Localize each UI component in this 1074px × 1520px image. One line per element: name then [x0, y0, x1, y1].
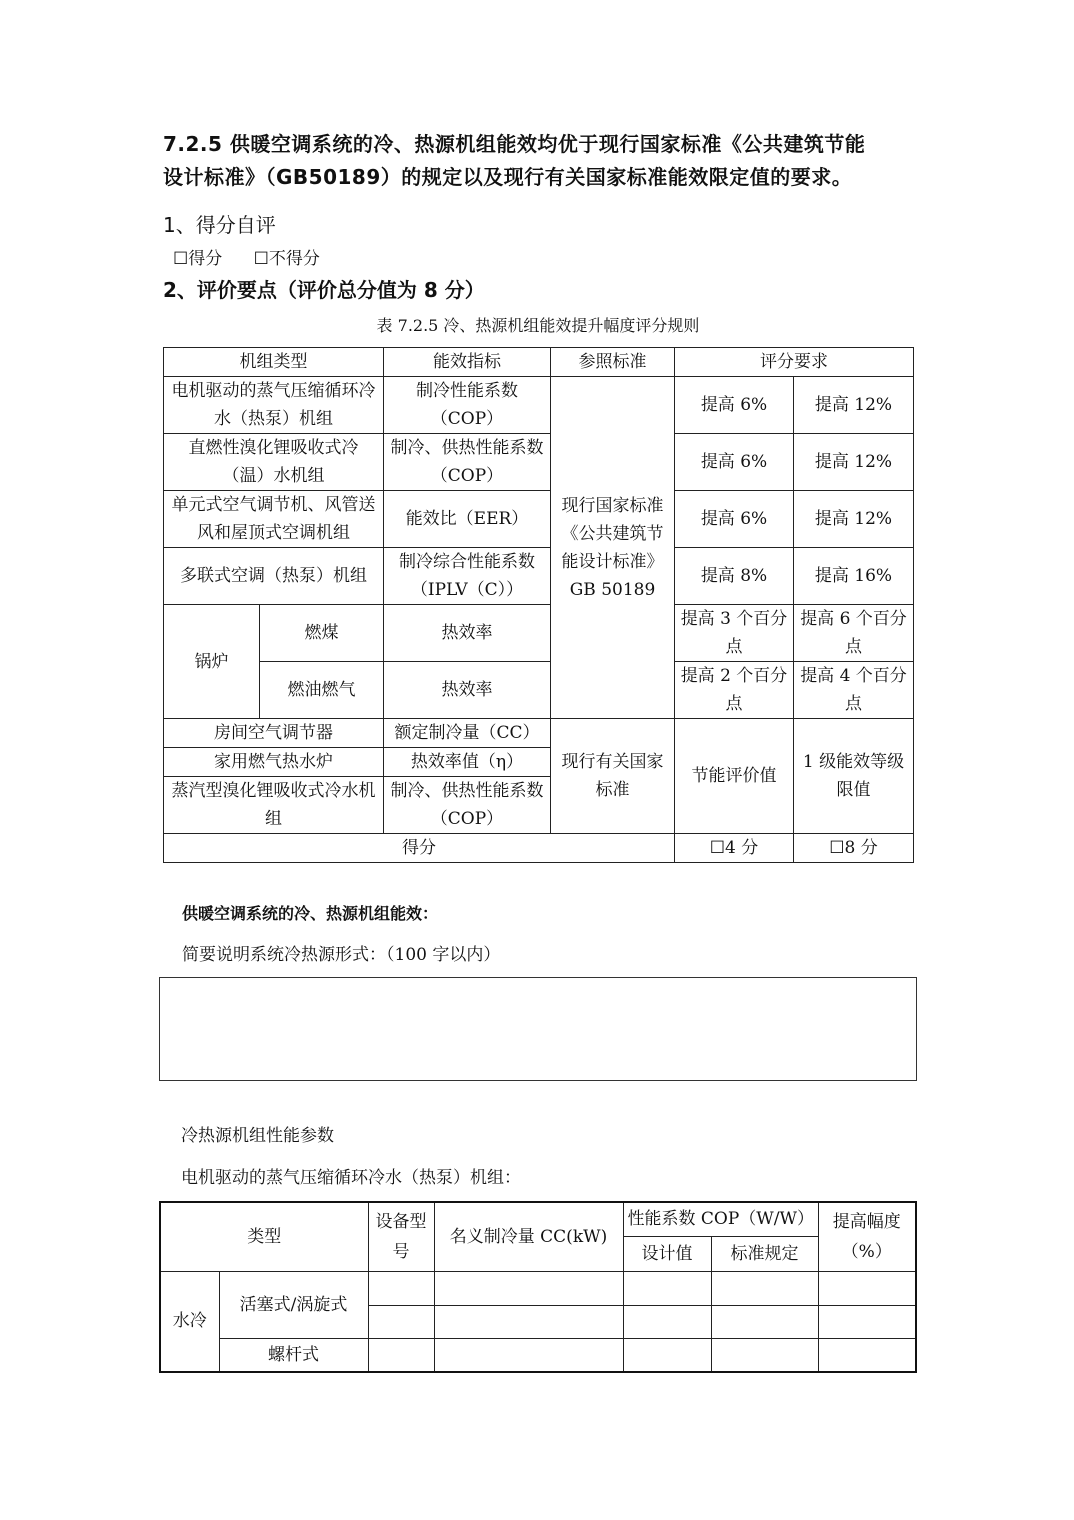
params-title: 冷热源机组性能参数	[181, 1126, 334, 1146]
capacity-input[interactable]	[434, 1338, 623, 1372]
piston-scroll-cell: 活塞式/涡旋式	[219, 1271, 368, 1338]
indicator-cell: 热效率	[384, 662, 551, 719]
description-label: 简要说明系统冷热源形式：（100 字以内）	[182, 945, 501, 965]
increase-input[interactable]	[818, 1338, 916, 1372]
header-increase: 提高幅度（%）	[818, 1202, 916, 1271]
requirement-cell: 1 级能效等级限值	[794, 719, 914, 834]
score-checkbox[interactable]: ☐得分	[173, 249, 223, 269]
performance-params-table	[159, 1201, 917, 1373]
requirement-cell: 提高 6%	[675, 434, 794, 491]
header-model: 设备型号	[368, 1202, 434, 1271]
header-requirement: 评分要求	[675, 348, 914, 377]
table-row	[164, 719, 914, 748]
table-row	[160, 1338, 916, 1372]
indicator-cell: 热效率	[384, 605, 551, 662]
unit-type-cell: 直燃性溴化锂吸收式冷（温）水机组	[164, 434, 384, 491]
header-design-value: 设计值	[623, 1236, 711, 1271]
header-indicator: 能效指标	[384, 348, 551, 377]
requirement-cell: 提高 6 个百分点	[794, 605, 914, 662]
score-row	[164, 834, 914, 863]
requirement-cell: 提高 6%	[675, 377, 794, 434]
table-row	[164, 548, 914, 605]
description-textbox[interactable]	[159, 977, 917, 1081]
table-caption: 表 7.2.5 冷、热源机组能效提升幅度评分规则	[376, 316, 700, 335]
requirement-cell: 提高 8%	[675, 548, 794, 605]
model-input[interactable]	[368, 1338, 434, 1372]
heading-line-2: 设计标准》（GB50189）的规定以及现行有关国家标准能效限定值的要求。	[163, 165, 853, 189]
section-heading	[163, 128, 923, 194]
requirement-cell: 提高 4 个百分点	[794, 662, 914, 719]
heading-line-1: 7.2.5 供暖空调系统的冷、热源机组能效均优于现行国家标准《公共建筑节能	[163, 132, 866, 156]
requirement-cell: 提高 12%	[794, 434, 914, 491]
requirement-cell: 提高 16%	[794, 548, 914, 605]
capacity-input[interactable]	[434, 1271, 623, 1305]
design-value-input[interactable]	[623, 1338, 711, 1372]
indicator-cell: 能效比（EER）	[384, 491, 551, 548]
no-score-checkbox[interactable]: ☐不得分	[253, 249, 320, 269]
reference-standard-cell: 现行国家标准《公共建筑节能设计标准》GB 50189	[551, 377, 675, 719]
unit-type-cell: 家用燃气热水炉	[164, 748, 384, 777]
design-value-input[interactable]	[623, 1305, 711, 1338]
scoring-rules-table	[163, 347, 914, 863]
requirement-cell: 节能评价值	[675, 719, 794, 834]
self-score-options	[173, 246, 346, 272]
indicator-cell: 制冷、供热性能系数（COP）	[384, 434, 551, 491]
header-reference: 参照标准	[551, 348, 675, 377]
water-cooled-cell: 水冷	[160, 1271, 219, 1372]
unit-type-cell: 蒸汽型溴化锂吸收式冷水机组	[164, 777, 384, 834]
efficiency-title: 供暖空调系统的冷、热源机组能效：	[182, 904, 439, 923]
unit-type-cell: 单元式空气调节机、风管送风和屋顶式空调机组	[164, 491, 384, 548]
table-row	[164, 605, 914, 662]
indicator-cell: 制冷、供热性能系数（COP）	[384, 777, 551, 834]
header-capacity: 名义制冷量 CC(kW)	[434, 1202, 623, 1271]
reference-standard-cell-2: 现行有关国家标准	[551, 719, 675, 834]
header-unit-type: 机组类型	[164, 348, 384, 377]
standard-value-input[interactable]	[711, 1338, 818, 1372]
model-input[interactable]	[368, 1271, 434, 1305]
boiler-sub-cell: 燃煤	[260, 605, 384, 662]
standard-value-input[interactable]	[711, 1305, 818, 1338]
model-input[interactable]	[368, 1305, 434, 1338]
indicator-cell: 额定制冷量（CC）	[384, 719, 551, 748]
boiler-sub-cell: 燃油燃气	[260, 662, 384, 719]
header-standard-value: 标准规定	[711, 1236, 818, 1271]
unit-type-cell: 房间空气调节器	[164, 719, 384, 748]
section-2-title: 2、评价要点（评价总分值为 8 分）	[163, 278, 485, 302]
requirement-cell: 提高 12%	[794, 491, 914, 548]
table-header-row	[164, 348, 914, 377]
table-row	[160, 1271, 916, 1305]
requirement-cell: 提高 2 个百分点	[675, 662, 794, 719]
header-cop: 性能系数 COP（W/W）	[623, 1202, 818, 1236]
capacity-input[interactable]	[434, 1305, 623, 1338]
header-type: 类型	[160, 1202, 368, 1271]
score-label: 得分	[164, 834, 675, 863]
table-row	[164, 662, 914, 719]
indicator-cell: 热效率值（η）	[384, 748, 551, 777]
unit-type-cell: 电机驱动的蒸气压缩循环冷水（热泵）机组	[164, 377, 384, 434]
unit-type-cell: 多联式空调（热泵）机组	[164, 548, 384, 605]
requirement-cell: 提高 3 个百分点	[675, 605, 794, 662]
screw-cell: 螺杆式	[219, 1338, 368, 1372]
requirement-cell: 提高 12%	[794, 377, 914, 434]
table-row	[164, 491, 914, 548]
params-header-row	[160, 1202, 916, 1236]
params-subtitle: 电机驱动的蒸气压缩循环冷水（热泵）机组：	[181, 1168, 521, 1188]
indicator-cell: 制冷综合性能系数（IPLV（C））	[384, 548, 551, 605]
design-value-input[interactable]	[623, 1271, 711, 1305]
requirement-cell: 提高 6%	[675, 491, 794, 548]
boiler-cell: 锅炉	[164, 605, 260, 719]
indicator-cell: 制冷性能系数（COP）	[384, 377, 551, 434]
increase-input[interactable]	[818, 1305, 916, 1338]
score-8-checkbox[interactable]: ☐8 分	[794, 834, 914, 863]
increase-input[interactable]	[818, 1271, 916, 1305]
standard-value-input[interactable]	[711, 1271, 818, 1305]
table-row	[164, 377, 914, 434]
table-row	[164, 434, 914, 491]
section-1-title: 1、得分自评	[163, 213, 276, 237]
score-4-checkbox[interactable]: ☐4 分	[675, 834, 794, 863]
